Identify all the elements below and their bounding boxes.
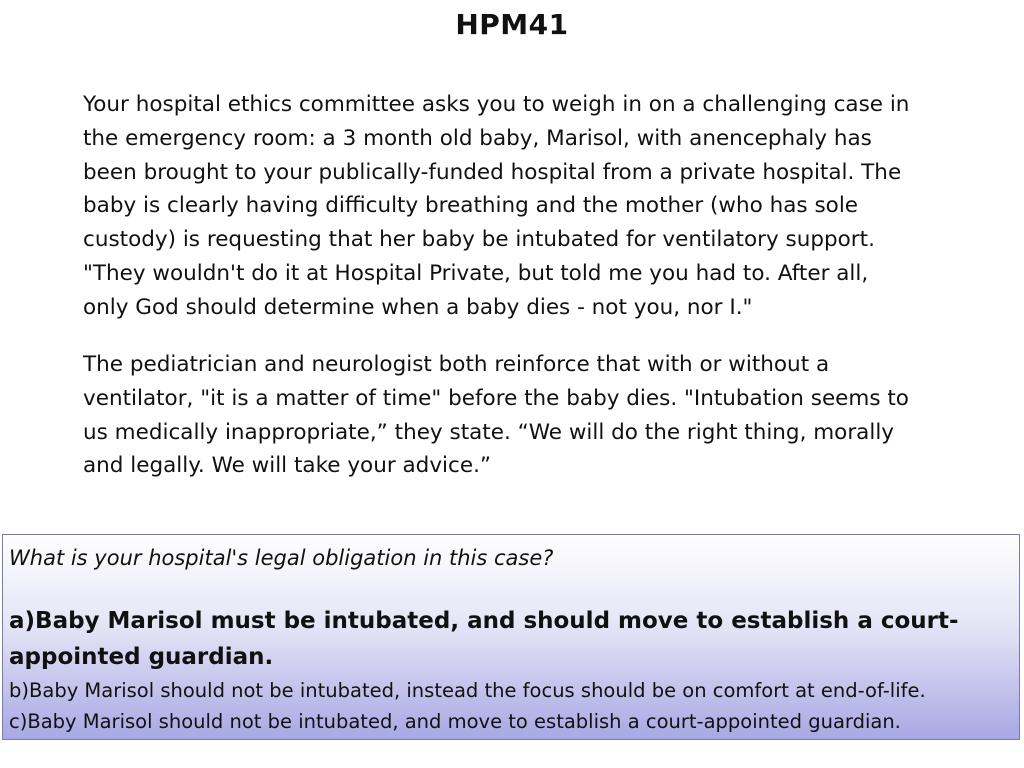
answer-option-b[interactable]: b)Baby Marisol should not be intubated, instead the focus should be on comfort at end-of-life. [9,679,926,702]
answer-options [9,603,1013,737]
slide-title: HPM41 [455,8,569,41]
question-box [2,534,1020,740]
physician-statement-paragraph: The pediatrician and neurologist both reinforce that with or without a ventilator, "it is a matter of time" before the baby dies. "Intubation seems to us medically inappropriate,” they state. “We will do the right thing, morally and legally. We will take your advice.” [83,352,909,479]
answer-option-c[interactable]: c)Baby Marisol should not be intubated, and move to establish a court-appointed guardian. [9,710,901,733]
answer-option-a[interactable]: a)Baby Marisol must be intubated, and should move to establish a court-appointed guardian. [9,608,959,670]
question-text: What is your hospital's legal obligation in this case? [9,546,554,570]
case-description-paragraph: Your hospital ethics committee asks you to weigh in on a challenging case in the emergency room: a 3 month old baby, Marisol, with anencephaly has been brought to your publically-funded hospital from a private hospital. The baby is clearly having difficulty breathing and the mother (who has sole custody) is requesting that her baby be intubated for ventilatory support. "They wouldn't do it at Hospital Private, but told me you had to. After all, only God should determine when a baby dies - not you, nor I." [83,92,910,320]
